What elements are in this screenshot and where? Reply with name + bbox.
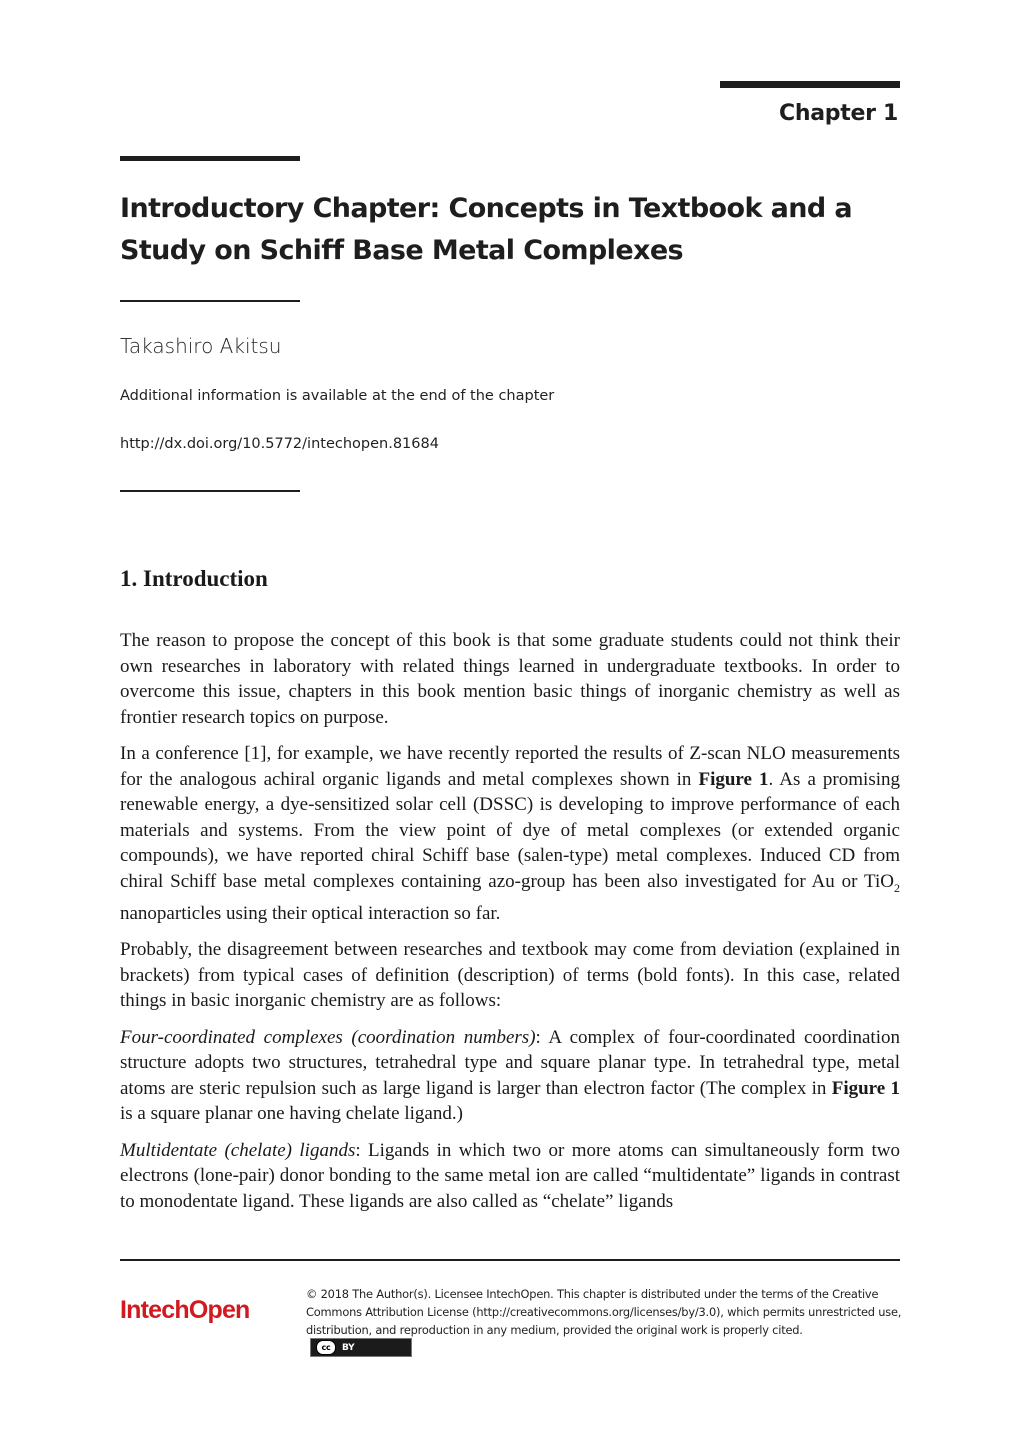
figure-1-reference[interactable]: Figure 1 bbox=[831, 1077, 900, 1099]
author-rule-top bbox=[120, 300, 300, 302]
body-text bbox=[120, 628, 900, 1225]
term-multidentate: Multidentate (chelate) ligands bbox=[120, 1139, 356, 1161]
license-statement: © 2018 The Author(s). Licensee IntechOpen. This chapter is distributed under the terms of the Creative Commons Attribution License (http://creativecommons.org/licenses/by/3.0), which permits unrestricted use, distribution, and reproduction in any medium, provided the original work is properly cited. bbox=[306, 1287, 902, 1337]
subscript-2: 2 bbox=[894, 880, 900, 895]
meta-rule-bottom bbox=[120, 490, 300, 492]
author-name: Takashiro Akitsu bbox=[120, 334, 282, 358]
chapter-title bbox=[120, 188, 880, 272]
title-line-2: Study on Schiff Base Metal Complexes bbox=[120, 235, 684, 266]
footer-rule bbox=[120, 1259, 900, 1261]
creative-commons-icon: cc bbox=[316, 1340, 336, 1355]
paragraph-2-text-b: . As a promising renewable energy, a dye-sensitized solar cell (DSSC) is developing to improve performance of each materials and systems. From the view point of dye of metal complexes (or extended organic compounds), we have reported chiral Schiff base (salen-type) metal complexes. Induced CD from chiral Schiff base metal complexes containing azo-group has been also investigated for Au or TiO bbox=[120, 768, 900, 892]
cc-by-badge[interactable] bbox=[310, 1338, 412, 1357]
paragraph-5 bbox=[120, 1138, 900, 1215]
title-line-1: Introductory Chapter: Concepts in Textbook and a bbox=[120, 193, 852, 224]
term-four-coordinated: Four-coordinated complexes (coordination numbers) bbox=[120, 1026, 536, 1048]
doi-link[interactable]: http://dx.doi.org/10.5772/intechopen.81684 bbox=[120, 436, 439, 452]
title-rule-top bbox=[120, 156, 300, 161]
paragraph-2-text-c: nanoparticles using their optical interaction so far. bbox=[120, 902, 501, 924]
additional-info: Additional information is available at the end of the chapter bbox=[120, 388, 555, 404]
cc-by-label: BY bbox=[342, 1342, 355, 1353]
paragraph-4-text-a: : A complex of four-coordinated coordination structure adopts two structures, tetrahedral type and square planar type. In tetrahedral type, metal atoms are steric repulsion such as large ligand is larger than electron factor (The complex in bbox=[120, 1026, 900, 1099]
paragraph-2-text-a: In a conference [1], for example, we have recently reported the results of Z-scan NLO measurements for the analogous achiral organic ligands and metal complexes shown in bbox=[120, 743, 900, 790]
paragraph-2 bbox=[120, 741, 900, 926]
paragraph-3: Probably, the disagreement between researches and textbook may come from deviation (explained in brackets) from typical cases of definition (description) of terms (bold fonts). In this case, related things in basic inorganic chemistry are as follows: bbox=[120, 939, 900, 1012]
section-heading: 1. Introduction bbox=[120, 566, 268, 591]
license-text bbox=[306, 1285, 906, 1358]
intechopen-logo: IntechOpen bbox=[120, 1296, 250, 1324]
paragraph-4 bbox=[120, 1025, 900, 1127]
figure-1-reference[interactable]: Figure 1 bbox=[698, 768, 769, 790]
paragraph-4-text-b: is a square planar one having chelate ligand.) bbox=[120, 1103, 463, 1125]
chapter-rule-top bbox=[720, 81, 900, 88]
paragraph-1: The reason to propose the concept of this book is that some graduate students could not think their own researches in laboratory with related things learned in undergraduate textbooks. In order to overcome this issue, chapters in this book mention basic things of inorganic chemistry as well as frontier research topics on purpose. bbox=[120, 630, 900, 728]
paragraph-5-text-a: : Ligands in which two or more atoms can simultaneously form two electrons (lone-pair) donor bonding to the same metal ion are called “multidentate” ligands in contrast to monodentate ligand. These ligands are also called as “chelate” ligands bbox=[120, 1139, 900, 1212]
chapter-label: Chapter 1 bbox=[779, 101, 898, 126]
